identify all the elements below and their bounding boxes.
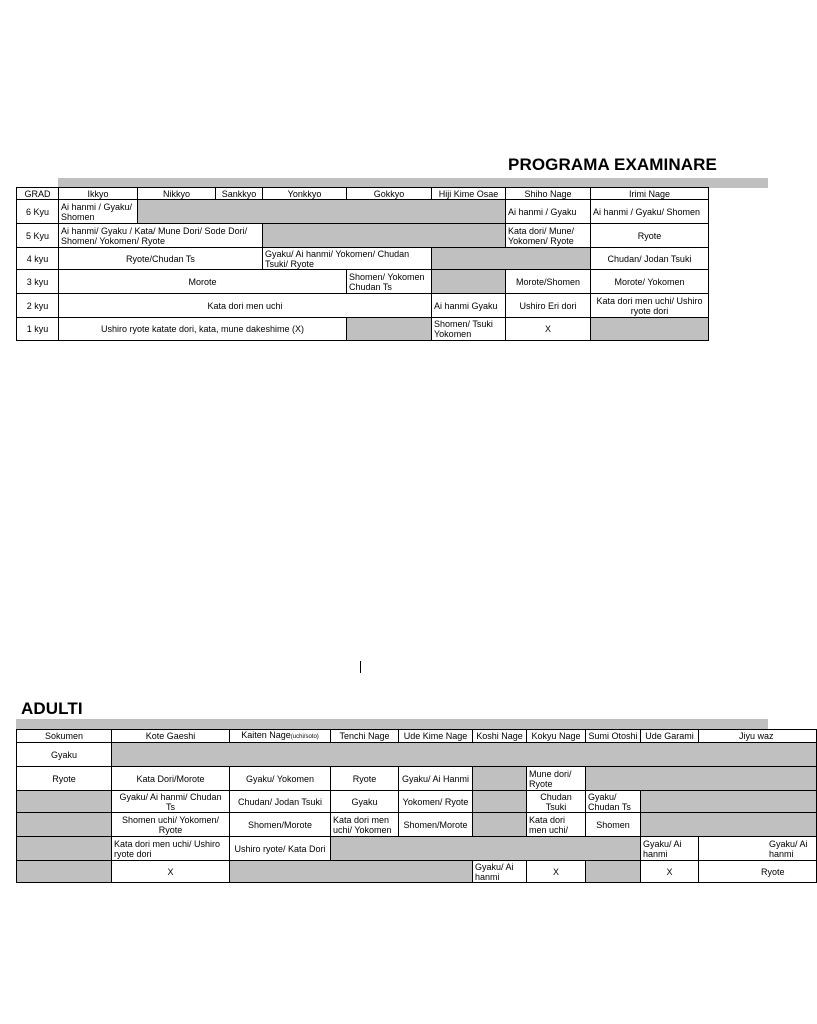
- cell: Ushiro ryote katate dori, kata, mune dakeshime (X): [59, 318, 347, 341]
- grade-cell: 2 kyu: [17, 294, 59, 318]
- table-row: [17, 294, 709, 318]
- empty-cell: [641, 813, 817, 837]
- empty-cell: [331, 837, 641, 861]
- header-sokumen: Sokumen: [17, 730, 112, 743]
- cell: Gyaku/ Ai hanmi: [473, 861, 527, 883]
- empty-cell: [641, 791, 817, 813]
- header-kokyu-nage: Kokyu Nage: [527, 730, 586, 743]
- cell: Morote/ Yokomen: [591, 270, 709, 294]
- header-kote-gaeshi: Kote Gaeshi: [112, 730, 230, 743]
- empty-cell: [473, 791, 527, 813]
- cell: Ryote: [699, 861, 817, 883]
- header-kaiten-label: Kaiten Nage: [241, 730, 291, 740]
- cell: Morote: [59, 270, 347, 294]
- header-nikkyo: Nikkyo: [138, 188, 216, 200]
- cell: Shomen: [586, 813, 641, 837]
- empty-cell: [138, 200, 506, 224]
- header-kaiten-suffix: (uchi/soto): [290, 734, 319, 740]
- grade-cell: 6 Kyu: [17, 200, 59, 224]
- header-ude-garami: Ude Garami: [641, 730, 699, 743]
- cell: Chudan Tsuki: [527, 791, 586, 813]
- cell: Gyaku: [17, 743, 112, 767]
- table-row: [17, 861, 817, 883]
- empty-cell: [112, 743, 817, 767]
- cell: Shomen/Morote: [230, 813, 331, 837]
- header-shiho-nage: Shiho Nage: [506, 188, 591, 200]
- empty-cell: [263, 224, 506, 248]
- empty-cell: [432, 248, 591, 270]
- header-gokkyo: Gokkyo: [347, 188, 432, 200]
- header-irimi-nage: Irimi Nage: [591, 188, 709, 200]
- empty-cell: [17, 861, 112, 883]
- cell: Gyaku/ Ai hanmi/ Yokomen/ Chudan Tsuki/ Ryote: [263, 248, 432, 270]
- cell: Kata dori men uchi/ Yokomen: [331, 813, 399, 837]
- header-koshi-nage: Koshi Nage: [473, 730, 527, 743]
- table-row: [17, 791, 817, 813]
- cell: Ryote/Chudan Ts: [59, 248, 263, 270]
- empty-cell: [347, 318, 432, 341]
- header-sankkyo: Sankkyo: [216, 188, 263, 200]
- cell: Ai hanmi / Gyaku/ Shomen: [591, 200, 709, 224]
- table-header-row: [17, 188, 709, 200]
- header-yonkkyo: Yonkkyo: [263, 188, 347, 200]
- table-row: [17, 837, 817, 861]
- cell: Kata dori men uchi: [59, 294, 432, 318]
- cell: Mune dori/ Ryote: [527, 767, 586, 791]
- adult-table-clip: [16, 729, 808, 889]
- empty-cell: [17, 837, 112, 861]
- cell: X: [112, 861, 230, 883]
- empty-cell: [586, 767, 817, 791]
- exam-program-table: [16, 187, 709, 341]
- cell: Shomen/Morote: [399, 813, 473, 837]
- header-hiji-kime-osae: Hiji Kime Osae: [432, 188, 506, 200]
- grade-cell: 3 kyu: [17, 270, 59, 294]
- cell: Ai hanmi Gyaku: [432, 294, 506, 318]
- table-row: [17, 248, 709, 270]
- empty-cell: [473, 813, 527, 837]
- table-row: [17, 767, 817, 791]
- page-title: PROGRAMA EXAMINARE: [508, 155, 717, 174]
- text-cursor-mark: [360, 661, 361, 673]
- cell: Gyaku/ Ai hanmi: [699, 837, 817, 861]
- empty-cell: [591, 318, 709, 341]
- grade-cell: 1 kyu: [17, 318, 59, 341]
- cell: Ryote: [331, 767, 399, 791]
- grade-cell: 4 kyu: [17, 248, 59, 270]
- cell: Ryote: [591, 224, 709, 248]
- cell: X: [641, 861, 699, 883]
- cell: Shomen/ Yokomen Chudan Ts: [347, 270, 432, 294]
- cell: Ai hanmi / Gyaku: [506, 200, 591, 224]
- header-sumi-otoshi: Sumi Otoshi: [586, 730, 641, 743]
- cell: Yokomen/ Ryote: [399, 791, 473, 813]
- header-kaiten-nage: [230, 730, 331, 743]
- cell: Kata dori men uchi/ Ushiro ryote dori: [591, 294, 709, 318]
- empty-cell: [432, 270, 506, 294]
- header-tenchi-nage: Tenchi Nage: [331, 730, 399, 743]
- adult-program-table: [16, 729, 817, 883]
- cell: X: [506, 318, 591, 341]
- cell: Gyaku/ Ai hanmi/ Chudan Ts: [112, 791, 230, 813]
- cell: Ryote: [17, 767, 112, 791]
- table-row: [17, 200, 709, 224]
- cell: Chudan/ Jodan Tsuki: [230, 791, 331, 813]
- cell: Ai hanmi/ Gyaku / Kata/ Mune Dori/ Sode Dori/ Shomen/ Yokomen/ Ryote: [59, 224, 263, 248]
- empty-cell: [230, 861, 473, 883]
- cell: Kata dori/ Mune/ Yokomen/ Ryote: [506, 224, 591, 248]
- cell: Kata dori men uchi/ Ushiro ryote dori: [112, 837, 230, 861]
- table-row: [17, 813, 817, 837]
- cell: Chudan/ Jodan Tsuki: [591, 248, 709, 270]
- cell: X: [527, 861, 586, 883]
- header-ude-kime-nage: Ude Kime Nage: [399, 730, 473, 743]
- header-grad: GRAD: [17, 188, 59, 200]
- section-title-adulti: ADULTI: [21, 699, 83, 718]
- header-ikkyo: Ikkyo: [59, 188, 138, 200]
- empty-cell: [586, 861, 641, 883]
- cell: Gyaku/ Ai Hanmi: [399, 767, 473, 791]
- header-jiyu-waza: Jiyu waz: [699, 730, 817, 743]
- cell: Ushiro ryote/ Kata Dori: [230, 837, 331, 861]
- empty-cell: [473, 767, 527, 791]
- cell: Shomen/ Tsuki Yokomen: [432, 318, 506, 341]
- table-row: [17, 318, 709, 341]
- empty-cell: [17, 813, 112, 837]
- table-row: [17, 270, 709, 294]
- cell: Ushiro Eri dori: [506, 294, 591, 318]
- table-row: [17, 224, 709, 248]
- cell: Kata dori men uchi/: [527, 813, 586, 837]
- cell: Shomen uchi/ Yokomen/ Ryote: [112, 813, 230, 837]
- grade-cell: 5 Kyu: [17, 224, 59, 248]
- cell: Gyaku/ Yokomen: [230, 767, 331, 791]
- cell: Gyaku/ Ai hanmi: [641, 837, 699, 861]
- cell: Gyaku/ Chudan Ts: [586, 791, 641, 813]
- table-header-row: [17, 730, 817, 743]
- cell: Morote/Shomen: [506, 270, 591, 294]
- empty-cell: [17, 791, 112, 813]
- table-row: [17, 743, 817, 767]
- cell: Gyaku: [331, 791, 399, 813]
- cell: Ai hanmi / Gyaku/ Shomen: [59, 200, 138, 224]
- cell: Kata Dori/Morote: [112, 767, 230, 791]
